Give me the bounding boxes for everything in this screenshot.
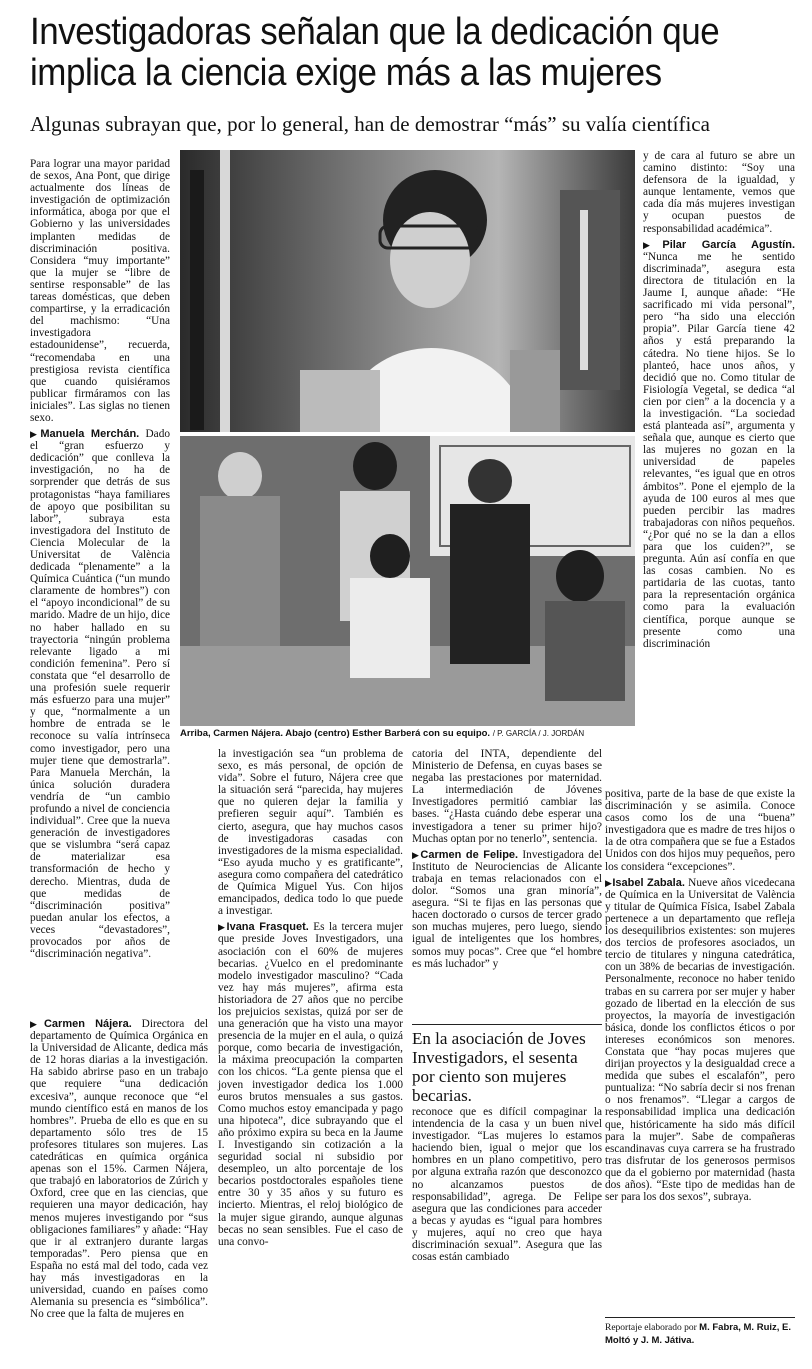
column-3-top	[412, 748, 602, 974]
manuela-text: Dado el “gran esfuerzo y dedicación” que conlleva la investigación, no ha de sorprender que detrás de sus protagonistas “haya familiares de apoyo que posibilitan su labor”, subraya esta investigadora del Instituto de Ciencia Molecular de la Universitat de València dedicada “plenamente” a la Química Cuántica (“un mundo claramente de hombres”) con el “apoyo incondicional” de su marido. Madre de un hijo, dice no haber hallado en su trayectoria “ningún problema relevante ligado a mi condición femenina”. Pero sí constata que “el desarrollo de una profesión suele requerir más esfuerzo para una mujer” y que, “normalmente a un hombre de entrada se le reconoce su valía intrínseca como investigador, pero una mujer tiene que demostrarla”. Para Manuela Merchán, la única solución duradera vendría de “un cambio profundo a nivel de conciencia individual”. Cree que la nueva generación de investigadores que se vislumbra “será capaz de materializar esa transformación de hecho y derecho. Mientras, duda de que medidas de “discriminación positiva” puedan anular los efectos, a veces “devastadores”, provocados por años de “discriminación negativa”.	[30, 428, 170, 961]
credits-names: M. Fabra, M. Ruiz, E. Moltó y J. M. Játiva.	[605, 1322, 792, 1346]
carmen-felipe-label: ▶ Carmen de Felipe.	[412, 849, 518, 861]
credits-label: Reportaje elaborado por	[605, 1323, 697, 1333]
paragraph-carmen-najera	[30, 1018, 208, 1320]
pilar-text: “Nunca me he sentido discriminada”, asegura esta directora de titulación en la Jaume I, aunque añade: “He sacrificado mi vida personal”, pero “ha sido una elección propia”. Pilar García tiene 42 años y está preparando la cátedra. No tiene hijos. Se lo planteó, hace unos años, y decidió que no. Como titular de Fisiología Vegetal, se dedica “al cien por cien” a la docencia y a la investigación. “La sociedad está planteada así”, argumenta y señala que, aunque es cierto que las mujeres no gozan en la universidad de papeles relevantes, “es igual que en otros ámbitos”. Pone el ejemplo de la ayuda de 100 euros al mes que pueden percibir las madres trabajadoras con niños pequeños. “¿Por qué no se la dan a ellos para que los cuiden?”, se pregunta. Aún así confía en que las cosas cambien. No es partidaria de las cuotas, tanto para la representación orgánica como para la evaluación científica, porque aunque se presente como una discriminación	[643, 250, 795, 650]
pilar-label: ▶ Pilar García Agustín.	[643, 239, 795, 251]
ivana-label: ▶ Ivana Frasquet.	[218, 921, 309, 933]
paragraph-isabel	[605, 877, 795, 1204]
paragraph-ivana	[218, 921, 403, 1248]
column-1-top	[30, 158, 170, 964]
credits-divider	[605, 1317, 795, 1318]
paragraph-felipe-cont: reconoce que es difícil compaginar la intendencia de la casa y un buen nivel investigador. “Las mujeres lo estamos haciendo bien, igual o mejor que los hombres en un plano competitivo, pero por alguna extraña razón que desconozco no alcanzamos puestos de responsabilidad”, agrega. De Felipe asegura que las condiciones para acceder a becas y ayudas es “igual para hombres y mujeres, aquí no creo que haya discriminación sexual”. Asegura que las cosas están cambiado	[412, 1106, 602, 1264]
caption-text: Arriba, Carmen Nájera. Abajo (centro) Esther Barberá con su equipo.	[180, 728, 491, 739]
paragraph-inta: catoria del INTA, dependiente del Ministerio de Defensa, en cuyas bases se negaba las prestaciones por maternidad. La intermediación de Jóvenes Investigadores permitió cambiar las bases. “¿Hasta cuándo debe esperar una investigadora a tener su primer hijo? Muchas optan por no tenerlo”, sentencia.	[412, 748, 602, 845]
paragraph-pilar-end: positiva, parte de la base de que existe la discriminación y se asimila. Conoce casos como los de una “buena” investigadora que es madre de tres hijos o la de otra compañera que se fue a Estados Unidos con dos hijos muy pequeños, pero los considera “excepciones”.	[605, 788, 795, 873]
isabel-label: ▶ Isabel Zabala.	[605, 877, 685, 889]
photo-caption	[180, 728, 635, 740]
group-photo	[180, 436, 635, 726]
lab-photo-illustration	[180, 150, 635, 432]
ivana-text: Es la tercera mujer que preside Joves Investigadors, una asociación con el 60% de mujeres becarias. ¿Vuelco en el predominante modelo investigador masculino? “Cada vez hay más mujeres”, afirma esta historiadora de 27 años que no percibe los prejuicios sexistas, quizá por ser de una generación que ha visto una mayor presencia de la mujer en el aula, o quizá porque, como becaria de investigación, la máxima preocupación la comparten con los chicos. “La gente piensa que el joven investigador dedica los 1.000 euros brutos mensuales a sus gastos. Como muchos estoy emancipada y pago una hipoteca”, dice subrayando que el año próximo expira su beca en la Jaume I. Investigando sin cotización a la seguridad social ni subsidio por desempleo, un alto porcentaje de los becarios postdoctorales españoles tiene entre 30 y 35 años y su futuro es incierto. Mientras, el reloj biológico de la mujer sigue girando, aunque algunas becas no sean sensibles. Fue el caso de una convo-	[218, 921, 403, 1248]
report-credits	[605, 1322, 795, 1347]
column-2	[218, 748, 403, 1252]
column-3-bottom	[412, 1106, 602, 1267]
paragraph-manuela	[30, 428, 170, 960]
photo-credit: / P. GARCÍA / J. JORDÁN	[492, 729, 585, 738]
team-photo-illustration	[180, 436, 635, 726]
pull-quote: En la asociación de Joves Investigadors, el sesenta por ciento son mujeres becarias.	[412, 1024, 602, 1105]
column-4-bottom	[605, 788, 795, 1207]
carmen-felipe-text: Investigadora del Instituto de Neurociencias de Alicante trabaja en temas relacionados con el dolor. “Somos una gran minoría”, asegura. “Si te fijas en las personas que hacen doctorado o cursos de tercer grado son muchas mujeres, pero luego, siendo igual de inteligentes que los hombres, somos muy pocas”. Cree que “el hombre es más luchador” y	[412, 848, 603, 970]
paragraph-pilar	[643, 239, 795, 650]
column-1-bottom	[30, 1018, 208, 1324]
paragraph-ana-pont: Para lograr una mayor paridad de sexos, Ana Pont, que dirige actualmente dos líneas de investigación de optimización informática, aboga por que el Gobierno y las universidades implanten medidas de discriminación positiva. Considera “muy importante” que la mujer se “libre de sentirse responsable” de las tareas domésticas, que deben compartirse, y la erradicación del machismo: “Una investigadora estadounidense”, recuerda, “recomendaba en una prestigiosa revista científica que cuando quisiéramos publicar firmáramos con las iniciales”. Las siglas no tienen sexo.	[30, 158, 170, 424]
carmen-najera-label: ▶ Carmen Nájera.	[30, 1018, 132, 1030]
paragraph-futuro: y de cara al futuro se abre un camino distinto: “Soy una defensora de la igualdad, y aunque lentamente, vemos que cada día más mujeres investigan y ocupan puestos de responsabilidad académica”.	[643, 150, 795, 235]
headline: Investigadoras señalan que la dedicación que implica la ciencia exige más a las mujeres	[30, 11, 720, 94]
carmen-najera-text: Directora del departamento de Química Orgánica en la Universidad de Alicante, dedica más de 12 horas diarias a la investigación. Ha sabido abrirse paso en un trabajo que requiere “una dedicación excesiva”, aunque reconoce que “el mundo científico está en manos de los hombres”. Prueba de ello es que en su departamento sólo tres de 15 profesores titulares son mujeres. Las catedráticas en química orgánica apenas son el 15%. Carmen Nájera, que trabajó en laboratorios de Zúrich y Oxford, cree que en las ciencias, que requieren una mayor dedicación, hay menos mujeres investigando por “sus obligaciones familiares” y añade: “Hay que ir al extranjero durante largas temporadas”. Pero piensa que en España no está mal del todo, cada vez hay más investigadoras en la universidad, cuando en países como Alemania su presencia es “simbólica”. No cree que la falta de mujeres en	[30, 1018, 208, 1321]
column-4-top	[643, 150, 795, 654]
manuela-label: ▶ Manuela Merchán.	[30, 428, 139, 440]
top-photo	[180, 150, 635, 432]
subheadline: Algunas subrayan que, por lo general, han de demostrar “más” su valía científica	[30, 112, 710, 136]
isabel-text: Nueve años vicedecana de Química en la Universitat de València y titular de Química Física, Isabel Zabala pertenece a un departamento que refleja los desequilibrios existentes: son mujeres dos tercios de profesores asociados, un tercio de titulares y ninguna catedrática, con un 38% de becarias de investigación. Personalmente, reconoce no haber tenido trabas en su carrera por ser mujer y haber gozado de libertad en la elección de sus proyectos, la mayoría de investigación básica, donde los conflictos éticos o por intereses económicos son menores. Constata que “hay pocas mujeres que dirijan proyectos y la desigualdad crece a medida que subes el escalafón”, pero puntualiza: “No sabría decir si nos frenan o nos frenamos”. “Llegar a cargos de responsabilidad implica una dedicación que, históricamente ha sido más difícil para la mujer”. Sabe de compañeras escandinavas cuya carrera se ha frustrado tras disfrutar de los generosos permisos que da el gobierno por maternidad (hasta dos años). “Este tipo de medidas han de ser para los dos sexos”, subraya.	[605, 876, 795, 1204]
paragraph-najera-cont: la investigación sea “un problema de sexo, es más personal, de opción de vida”. Sobre el futuro, Nájera cree que la situación será “parecida, hay mujeres que no quieren dejar la familia y prefieren seguir aquí”. También es cierto, asegura, que hay muchos casos de investigadoras casadas con investigadores de la misma especialidad. “Eso ayuda mucho y es gratificante”, asegura como compañera del catedrático de Química Miguel Yus. Con hijos emancipados, dedica todo lo que puede a investigar.	[218, 748, 403, 918]
paragraph-carmen-felipe	[412, 849, 602, 970]
